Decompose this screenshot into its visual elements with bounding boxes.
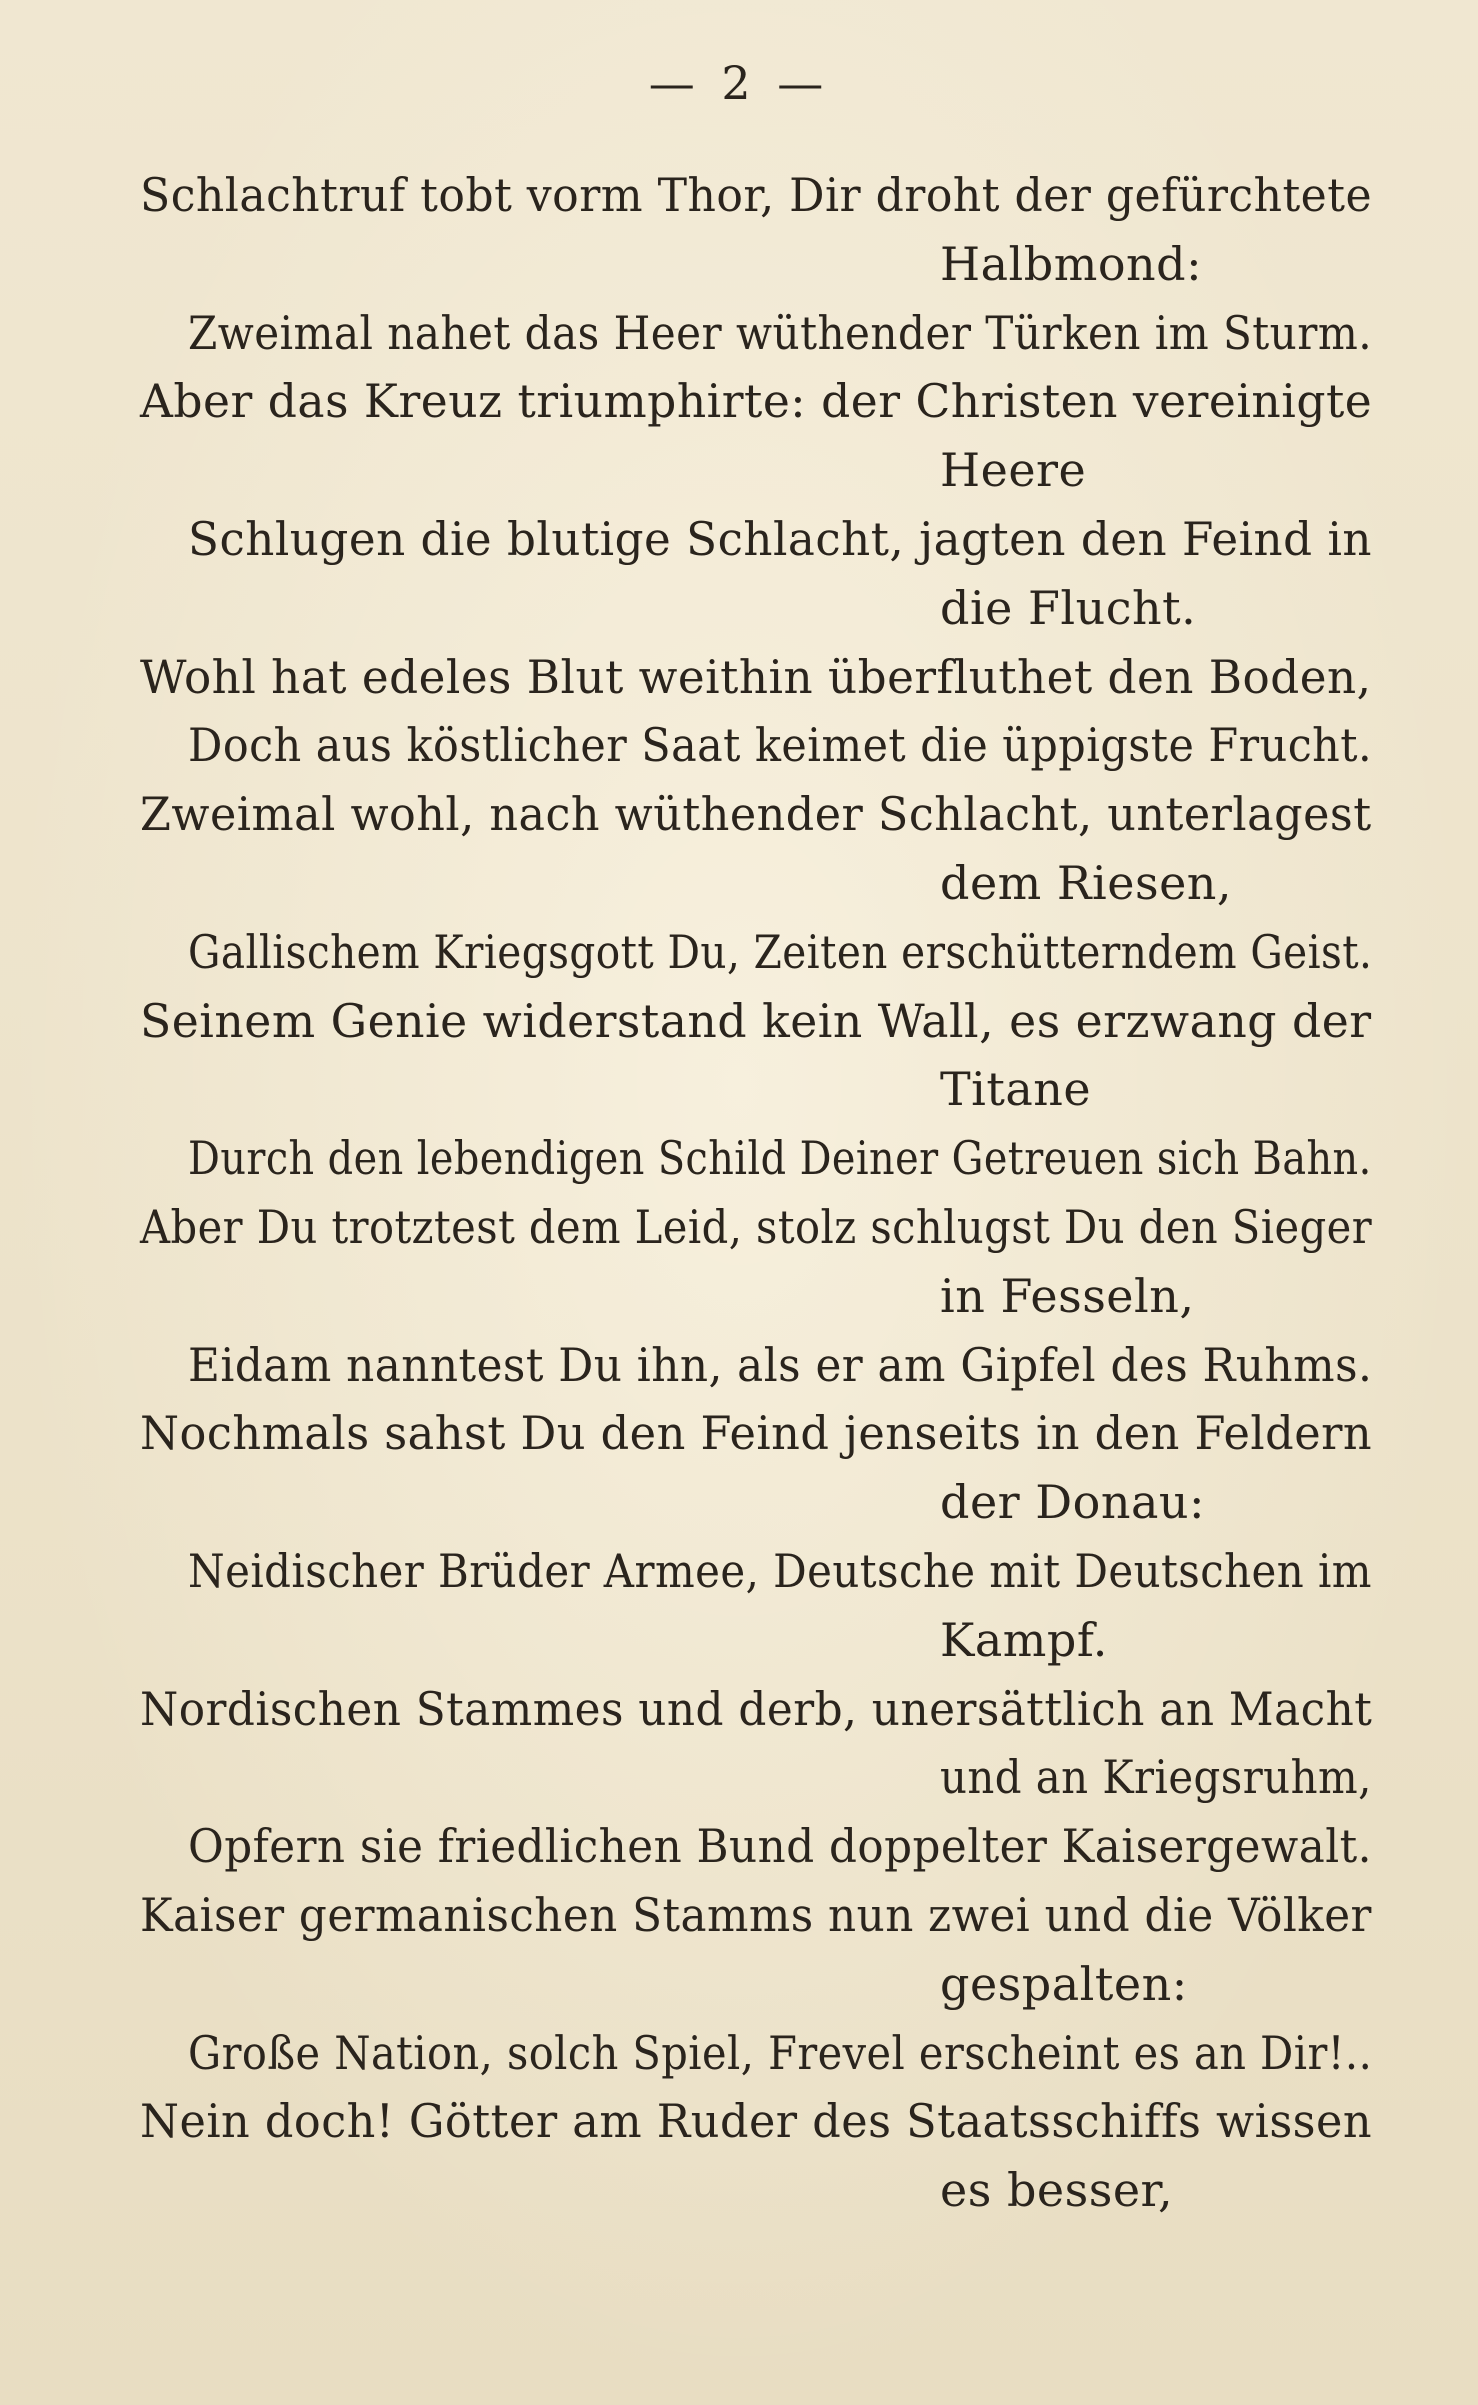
poem-line: Zweimal wohl, nach wüthender Schlacht, unterlagest <box>140 787 1372 841</box>
poem-line: Wohl hat edeles Blut weithin überfluthet den Boden, <box>140 650 1372 704</box>
poem-line: Zweimal nahet das Heer wüthender Türken im Sturm. <box>188 306 1373 360</box>
page-number: — 2 — <box>648 56 830 110</box>
poem-line: Nordischen Stammes und derb, unersättlich an Macht <box>140 1682 1373 1736</box>
poem-line-continuation: der Donau: <box>940 1475 1206 1529</box>
poem-line-continuation: Halbmond: <box>940 237 1203 291</box>
poem-line: Doch aus köstlicher Saat keimet die üppigste Frucht. <box>188 718 1373 772</box>
poem-line: Aber das Kreuz triumphirte: der Christen vereinigte <box>140 374 1373 428</box>
poem-line-continuation: in Fesseln, <box>940 1269 1195 1323</box>
poem-line: Eidam nanntest Du ihn, als er am Gipfel des Ruhms. <box>188 1338 1373 1392</box>
poem-line-continuation: Titane <box>940 1062 1092 1116</box>
poem-line: Schlachtruf tobt vorm Thor, Dir droht der gefürchtete <box>140 168 1373 222</box>
poem-line: Schlugen die blutige Schlacht, jagten den Feind in <box>188 512 1373 566</box>
poem-line: Aber Du trotztest dem Leid, stolz schlugst Du den Sieger <box>140 1200 1373 1254</box>
poem-line: Opfern sie friedlichen Bund doppelter Kaisergewalt. <box>188 1819 1372 1873</box>
poem-line-continuation: es besser, <box>940 2163 1174 2217</box>
poem-line-continuation: Kampf. <box>940 1613 1108 1667</box>
poem-line-continuation: dem Riesen, <box>940 856 1233 910</box>
poem-line: Neidischer Brüder Armee, Deutsche mit Deutschen im <box>188 1544 1372 1598</box>
poem-line-continuation: und an Kriegsruhm, <box>940 1750 1372 1804</box>
poem-line-continuation: gespalten: <box>940 1957 1188 2011</box>
poem-line-continuation: die Flucht. <box>940 581 1197 635</box>
poem-line: Seinem Genie widerstand kein Wall, es erzwang der <box>140 994 1372 1048</box>
poem-line: Durch den lebendigen Schild Deiner Getreuen sich Bahn. <box>188 1131 1372 1185</box>
poem-line: Nochmals sahst Du den Feind jenseits in den Feldern <box>140 1406 1373 1460</box>
poem-line: Kaiser germanischen Stamms nun zwei und die Völker <box>140 1888 1372 1942</box>
poem-line-continuation: Heere <box>940 443 1087 497</box>
poem-line: Große Nation, solch Spiel, Frevel erscheint es an Dir!.. <box>188 2026 1373 2080</box>
poem-line: Gallischem Kriegsgott Du, Zeiten erschütterndem Geist. <box>188 925 1373 979</box>
poem-line: Nein doch! Götter am Ruder des Staatsschiffs wissen <box>140 2094 1373 2148</box>
